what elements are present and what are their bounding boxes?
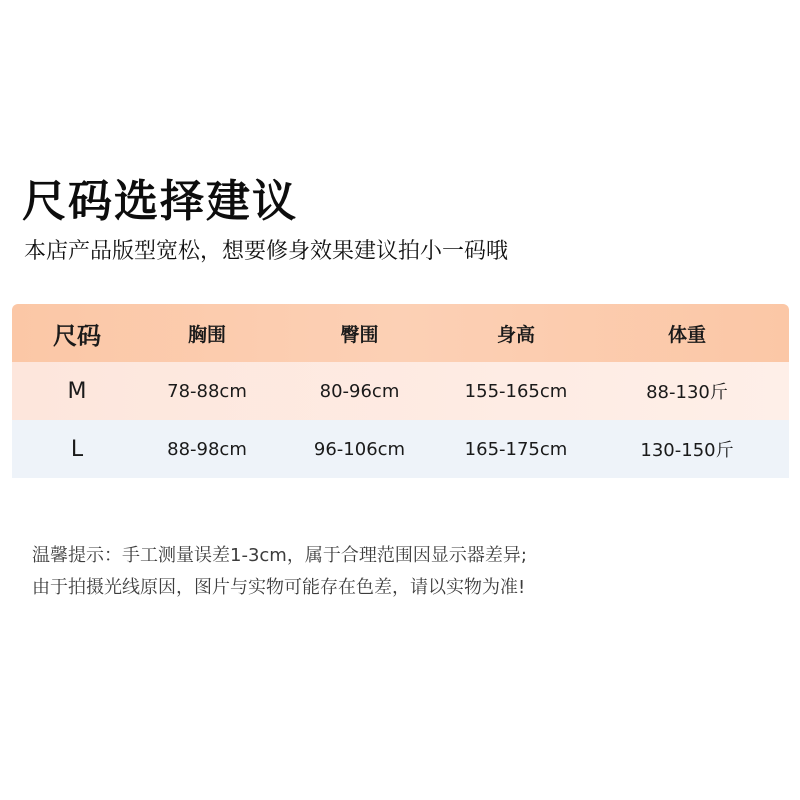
- tips-line-1: 温馨提示：手工测量误差1-3cm，属于合理范围因显示器差异;: [32, 545, 527, 566]
- header-size: 尺码: [53, 321, 101, 350]
- size-cell: M: [67, 378, 87, 404]
- weight-cell: 88-130斤: [646, 382, 728, 403]
- header-hip: 臀围: [340, 323, 379, 346]
- size-cell: L: [70, 436, 84, 462]
- height-cell: 155-165cm: [464, 380, 568, 402]
- hip-cell: 80-96cm: [319, 380, 400, 402]
- hip-cell: 96-106cm: [313, 438, 406, 460]
- header-height: 身高: [496, 323, 535, 346]
- page-subtitle: 本店产品版型宽松，想要修身效果建议拍小一码哦: [24, 239, 509, 264]
- chest-cell: 88-98cm: [167, 438, 247, 460]
- table-header-row: [12, 304, 789, 362]
- weight-cell: 130-150斤: [640, 440, 734, 461]
- height-cell: 165-175cm: [464, 438, 568, 460]
- header-weight: 体重: [667, 323, 706, 346]
- table-row: [12, 420, 789, 478]
- table-row: [12, 362, 789, 420]
- tips-note: [32, 540, 527, 604]
- page-title: 尺码选择建议: [22, 176, 298, 227]
- chest-cell: 78-88cm: [167, 380, 247, 402]
- size-chart-table: [12, 304, 789, 478]
- tips-line-2: 由于拍摄光线原因，图片与实物可能存在色差，请以实物为准!: [32, 577, 526, 598]
- header-chest: 胸围: [187, 323, 226, 346]
